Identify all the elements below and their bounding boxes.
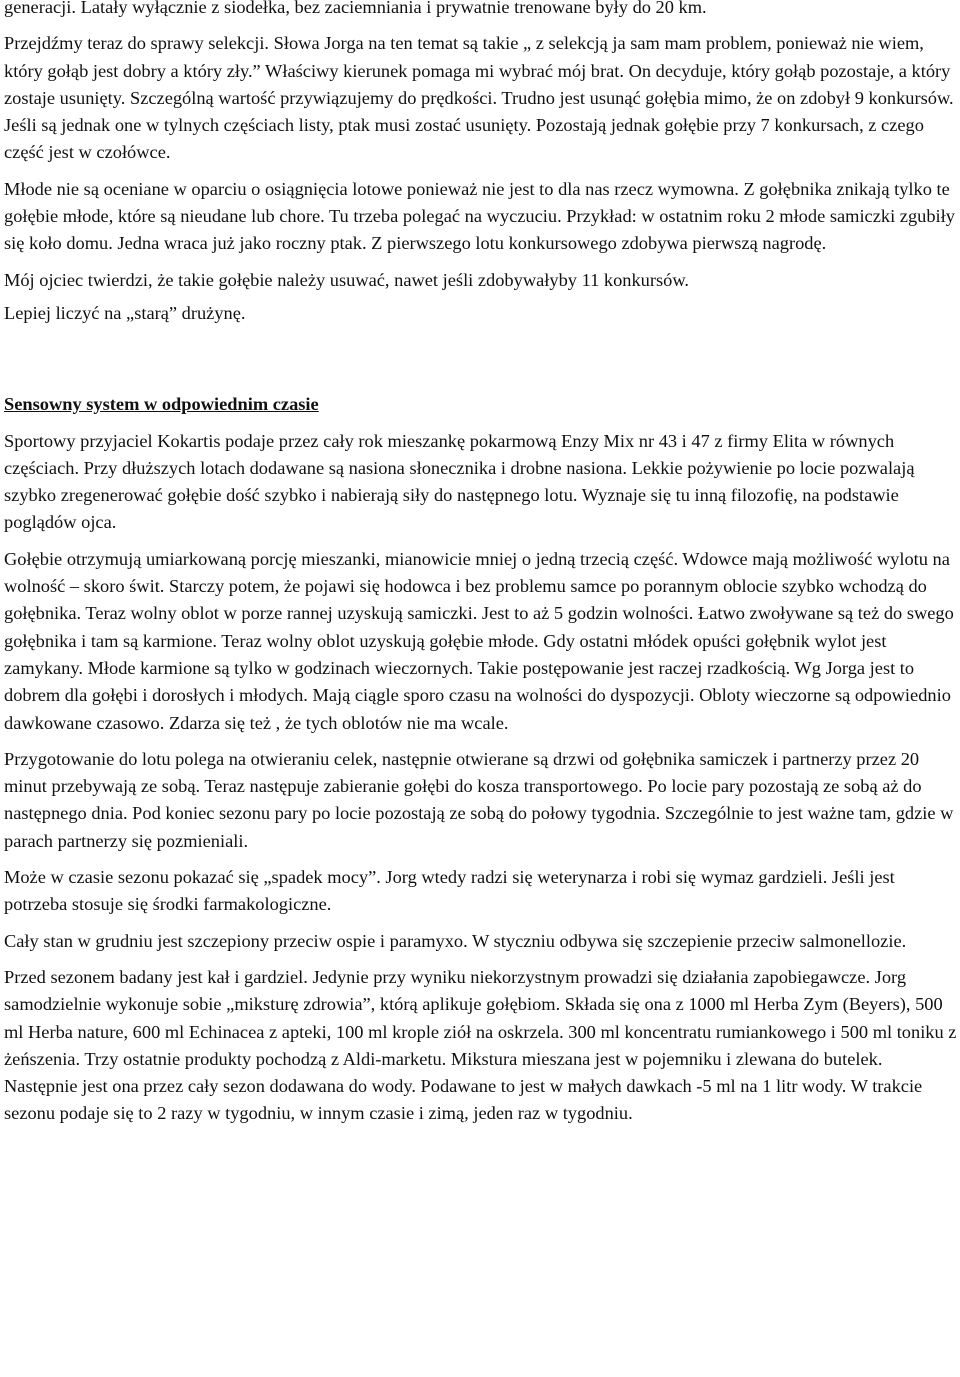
document-page — [4, 0, 958, 1137]
paragraph-selection: Przejdźmy teraz do sprawy selekcji. Słowa Jorga na ten temat są takie „ z selekcją ja sam mam problem, ponieważ nie wiem, który gołąb jest dobry a który zły.” Właściwy kierunek pomaga mi wybrać mój brat. On decyduje, który gołąb pozostaje, a który zostaje usunięty. Szczególną wartość przywiązujemy do prędkości. Trudno jest usunąć gołębia mimo, że on zdobył 9 konkursów. Jeśli są jednak one w tylnych częściach listy, ptak musi zostać usunięty. Pozostają jednak gołębie przy 7 konkursach, z czego część jest w czołówce. — [4, 33, 954, 163]
paragraph-young-birds: Młode nie są oceniane w oparciu o osiągnięcia lotowe ponieważ nie jest to dla nas rzecz wymowna. Z gołębnika znikają tylko te gołębie młode, które są nieudane lub chore. Tu trzeba polegać na wyczuciu. Przykład: w ostatnim roku 2 młode samiczki zgubiły się koło domu. Jedna wraca już jako roczny ptak. Z pierwszego lotu konkursowego zdobywa pierwszą nagrodę. — [4, 178, 955, 254]
paragraph-flight-preparation: Przygotowanie do lotu polega na otwieraniu celek, następnie otwierane są drzwi od gołębnika samiczek i partnerzy przez 20 minut przebywają ze sobą. Teraz następuje zabieranie gołębi do kosza transportowego. Po locie pary pozostają ze sobą aż do następnego dnia. Pod koniec sezonu pary po locie pozostają ze sobą do połowy tygodnia. Szczególnie to jest ważne tam, gdzie w parach partnerzy się pozmieniali. — [4, 748, 954, 851]
paragraph-daily-routine: Gołębie otrzymują umiarkowaną porcję mieszanki, mianowicie mniej o jedną trzecią część. Wdowce mają możliwość wylotu na wolność – skoro świt. Starczy potem, że pojawi się hodowca i bez problemu samce po porannym oblocie szybko wchodzą do gołębnika. Teraz wolny oblot w porze rannej uzyskują samiczki. Jest to aż 5 godzin wolności. Łatwo zwoływane są też do swego gołębnika i tam są karmione. Teraz wolny oblot uzyskują gołębie młode. Gdy ostatni młódek opuści gołębnik wylot jest zamykany. Młode karmione są tylko w godzinach wieczornych. Takie postępowanie jest raczej rzadkością. Wg Jorga jest to dobrem dla gołębi i dorosłych i młodych. Mają ciągle sporo czasu na wolności do dyspozycji. Obloty wieczorne są odpowiednio dawkowane czasowo. Zdarza się też , że tych oblotów nie ma wcale. — [4, 548, 954, 733]
section-spacer — [4, 336, 958, 391]
paragraph-generations: generacji. Latały wyłącznie z siodełka, bez zaciemniania i prywatnie trenowane były do 20 km. — [4, 0, 707, 17]
paragraph-feeding-mix: Sportowy przyjaciel Kokartis podaje przez cały rok mieszankę pokarmową Enzy Mix nr 43 i 47 z firmy Elita w równych częściach. Przy dłuższych lotach dodawane są nasiona słonecznika i drobne nasiona. Lekkie pożywienie po locie pozwalają szybko zregenerować gołębie dość szybko i nabierają siły do następnego lotu. Wyznaje się tu inną filozofię, na podstawie poglądów ojca. — [4, 430, 915, 533]
paragraph-health-mixture: Przed sezonem badany jest kał i gardziel. Jedynie przy wyniku niekorzystnym prowadzi się działania zapobiegawcze. Jorg samodzielnie wykonuje sobie „miksturę zdrowia”, którą aplikuje gołębiom. Składa się ona z 1000 ml Herba Zym (Beyers), 500 ml Herba nature, 600 ml Echinacea z apteki, 100 ml krople ziół na oskrzela. 300 ml koncentratu rumiankowego i 500 ml toniku z żeńszenia. Trzy ostatnie produkty pochodzą z Aldi-marketu. Mikstura mieszana jest w pojemniku i zlewana do butelek. Następnie jest ona przez cały sezon dodawana do wody. Podawane to jest w małych dawkach -5 ml na 1 litr wody. W trakcie sezonu podaje się to 2 razy w tygodniu, w innym czasie i zimą, jeden raz w tygodniu. — [4, 966, 957, 1124]
paragraph-vaccination: Cały stan w grudniu jest szczepiony przeciw ospie i paramyxo. W styczniu odbywa się szczepienie przeciw salmonellozie. — [4, 930, 907, 951]
section-heading: Sensowny system w odpowiednim czasie — [4, 394, 319, 415]
paragraph-father-opinion: Mój ojciec twierdzi, że takie gołębie należy usuwać, nawet jeśli zdobywałyby 11 konkursów. — [4, 269, 690, 290]
paragraph-old-team: Lepiej liczyć na „starą” drużynę. — [4, 302, 246, 323]
paragraph-loss-of-form: Może w czasie sezonu pokazać się „spadek mocy”. Jorg wtedy radzi się weterynarza i robi się wymaz gardzieli. Jeśli jest potrzeba stosuje się środki farmakologiczne. — [4, 867, 895, 915]
